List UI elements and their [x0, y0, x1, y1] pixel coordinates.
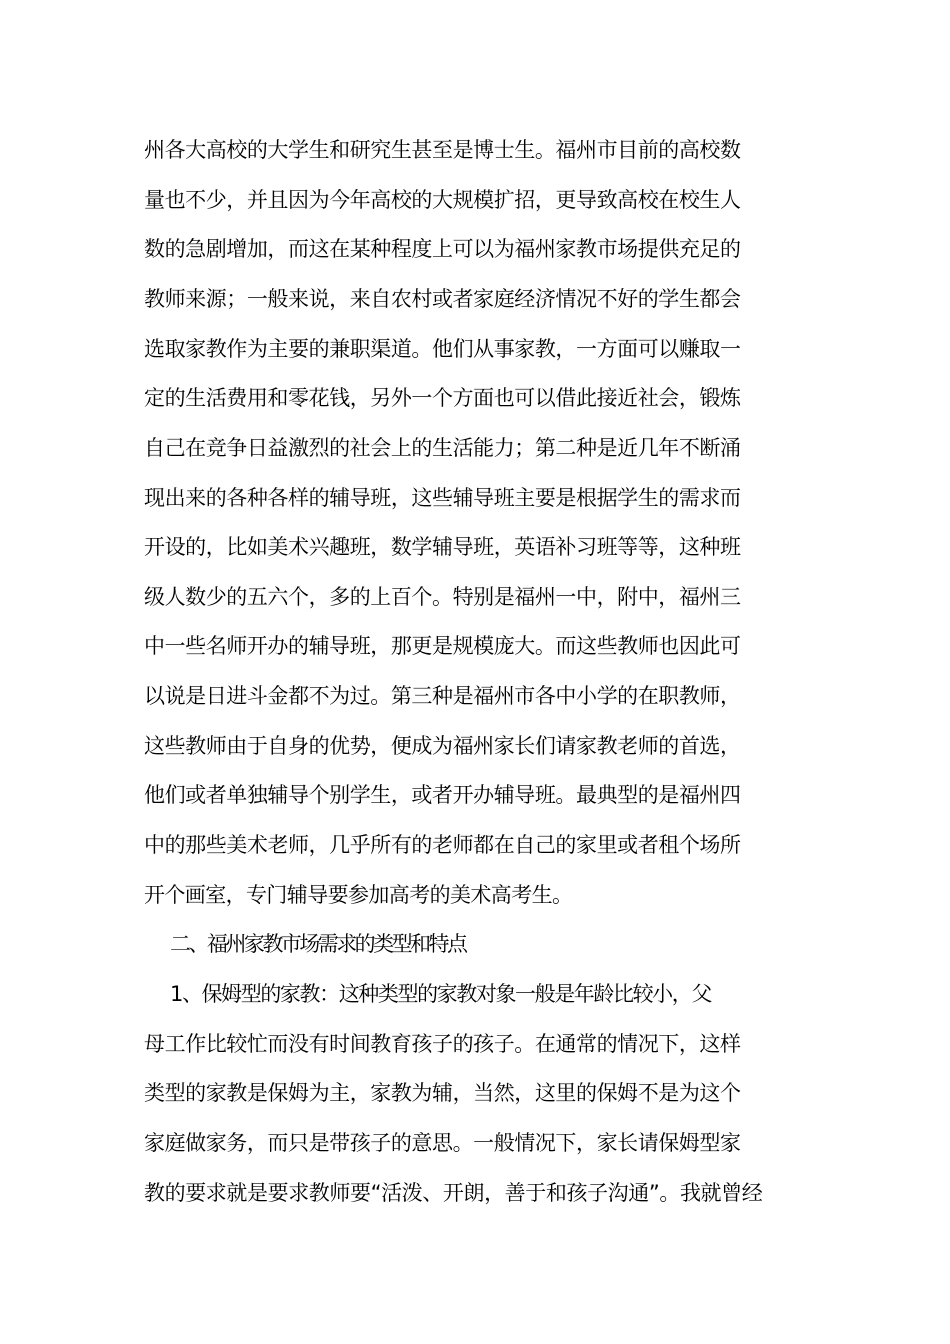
paragraph-line: 家庭做家务，而只是带孩子的意思。一般情况下，家长请保姆型家 — [144, 1131, 741, 1155]
paragraph-line: 教的要求就是要求教师要“活泼、开朗，善于和孩子沟通”。我就曾经 — [144, 1181, 763, 1205]
paragraph-line: 开个画室，专门辅导要参加高考的美术高考生。 — [144, 883, 573, 907]
paragraph-line: 母工作比较忙而没有时间教育孩子的孩子。在通常的情况下，这样 — [144, 1032, 741, 1056]
paragraph-line: 现出来的各种各样的辅导班，这些辅导班主要是根据学生的需求而 — [144, 486, 741, 510]
paragraph-line: 定的生活费用和零花钱，另外一个方面也可以借此接近社会，锻炼 — [144, 386, 741, 410]
paragraph-line: 数的急剧增加，而这在某种程度上可以为福州家教市场提供充足的 — [144, 237, 741, 261]
paragraph-line: 类型的家教是保姆为主，家教为辅，当然，这里的保姆不是为这个 — [144, 1081, 741, 1105]
paragraph-line: 中一些名师开办的辅导班，那更是规模庞大。而这些教师也因此可 — [144, 634, 741, 658]
paragraph-line: 中的那些美术老师，几乎所有的老师都在自己的家里或者租个场所 — [144, 833, 741, 857]
paragraph-line: 级人数少的五六个，多的上百个。特别是福州一中，附中，福州三 — [144, 585, 741, 609]
section-heading: 二、福州家教市场需求的类型和特点 — [170, 932, 466, 956]
paragraph-line: 自己在竞争日益激烈的社会上的生活能力；第二种是近几年不断涌 — [144, 436, 741, 460]
paragraph-line: 开设的，比如美术兴趣班，数学辅导班，英语补习班等等，这种班 — [144, 535, 741, 559]
paragraph-line: 量也不少，并且因为今年高校的大规模扩招，更导致高校在校生人 — [144, 188, 741, 212]
paragraph-line: 以说是日进斗金都不为过。第三种是福州市各中小学的在职教师， — [144, 684, 741, 708]
paragraph-line: 选取家教作为主要的兼职渠道。他们从事家教，一方面可以赚取一 — [144, 337, 741, 361]
paragraph-line: 教师来源；一般来说，来自农村或者家庭经济情况不好的学生都会 — [144, 287, 741, 311]
paragraph-line: 州各大高校的大学生和研究生甚至是博士生。福州市目前的高校数 — [144, 138, 741, 162]
paragraph-line: 这些教师由于自身的优势，便成为福州家长们请家教老师的首选， — [144, 734, 741, 758]
paragraph-line: 1、保姆型的家教：这种类型的家教对象一般是年龄比较小，父 — [170, 982, 711, 1006]
paragraph-line: 他们或者单独辅导个别学生，或者开办辅导班。最典型的是福州四 — [144, 783, 741, 807]
